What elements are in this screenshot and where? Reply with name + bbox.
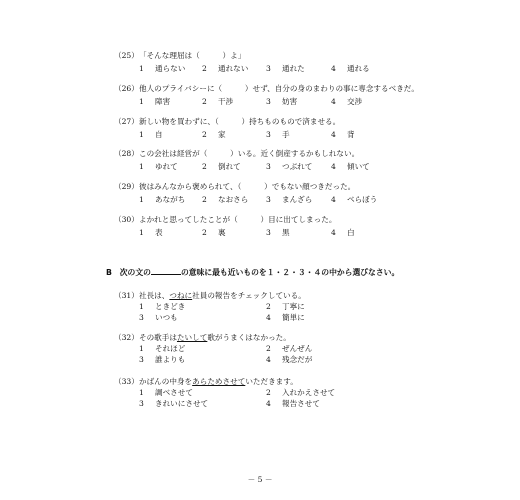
option-3: 3 手 xyxy=(266,130,290,139)
question-26 xyxy=(0,85,520,111)
option-4: 4 報告させて xyxy=(266,399,320,408)
question-number: （33） xyxy=(114,377,139,386)
option-1: 1 自 xyxy=(139,130,163,139)
question-number: （25） xyxy=(114,51,139,60)
option-3: 3 まんざら xyxy=(266,195,313,204)
option-1: 1 ゆれて xyxy=(139,162,178,171)
option-1: 1 あながち xyxy=(139,195,186,204)
option-2: 2 入れかえさせて xyxy=(266,388,336,397)
question-25 xyxy=(0,52,520,78)
section-b-suffix: の意味に最も近いものを１・２・３・４の中から選びなさい。 xyxy=(180,268,400,277)
option-2: 2 裏 xyxy=(202,228,226,237)
question-text: 新しい物を買わずに、（ ）持ちものもので済ませる。 xyxy=(139,117,341,126)
section-b-instruction xyxy=(106,267,399,277)
option-2: 2 倒れて xyxy=(202,162,241,171)
question-32 xyxy=(0,333,520,364)
page-number: － 5 － xyxy=(247,475,273,484)
underlined-word: つねに xyxy=(169,291,193,300)
question-28 xyxy=(0,150,520,176)
option-4: 4 べらぼう xyxy=(331,195,378,204)
option-1: 1 それほど xyxy=(139,344,186,353)
question-text: 「そんな理屈は（ ）よ」 xyxy=(139,51,246,60)
option-3: 3 いつも xyxy=(139,313,178,322)
option-4: 4 交渉 xyxy=(331,97,363,106)
option-4: 4 白 xyxy=(331,228,355,237)
option-4: 4 傾いて xyxy=(331,162,370,171)
question-number: （31） xyxy=(114,291,139,300)
option-3: 3 通れた xyxy=(266,64,305,73)
question-text: その歌手はたいして歌がうまくはなかった。 xyxy=(139,333,291,342)
question-text: よかれと思ってしたことが（ ）目に出てしまった。 xyxy=(139,215,337,224)
option-3: 3 きれいにさせて xyxy=(139,399,209,408)
question-number: （29） xyxy=(114,182,139,191)
option-3: 3 誰よりも xyxy=(139,355,186,364)
question-number: （27） xyxy=(114,117,139,126)
question-31 xyxy=(0,291,520,322)
option-4: 4 通れる xyxy=(331,64,370,73)
option-2: 2 家 xyxy=(202,130,226,139)
option-2: 2 ぜんぜん xyxy=(266,344,313,353)
underlined-word: たいして xyxy=(176,333,208,342)
option-1: 1 調べさせて xyxy=(139,388,193,397)
question-number: （26） xyxy=(114,84,139,93)
option-2: 2 通れない xyxy=(202,64,249,73)
question-text: この会社は経営が（ ）いる。近く倒産するかもしれない。 xyxy=(139,149,360,158)
question-number: （28） xyxy=(114,149,139,158)
question-30 xyxy=(0,216,520,242)
option-4: 4 残念だが xyxy=(266,355,313,364)
option-1: 1 障害 xyxy=(139,97,171,106)
question-text: 彼はみんなから褒められて、（ ）でもない顔つきだった。 xyxy=(139,182,356,191)
option-2: 2 丁寧に xyxy=(266,302,305,311)
option-2: 2 干渉 xyxy=(202,97,234,106)
question-29 xyxy=(0,183,520,209)
option-1: 1 ときどき xyxy=(139,302,186,311)
option-1: 1 通らない xyxy=(139,64,186,73)
question-number: （30） xyxy=(114,215,139,224)
question-text: かばんの中身をあらためさせていただきます。 xyxy=(139,377,298,386)
option-4: 4 背 xyxy=(331,130,355,139)
question-number: （32） xyxy=(114,333,139,342)
option-3: 3 黒 xyxy=(266,228,290,237)
question-33 xyxy=(0,377,520,408)
question-text: 他人のプライバシーに（ ）せず、自分の身のまわりの事に専念するべきだ。 xyxy=(139,84,419,93)
option-3: 3 妨害 xyxy=(266,97,298,106)
underline-blank xyxy=(151,267,181,275)
option-1: 1 表 xyxy=(139,228,163,237)
underlined-word: あらためさせて xyxy=(192,377,246,386)
option-4: 4 簡単に xyxy=(266,313,305,322)
question-text: 社長は、つねに社員の報告をチェックしている。 xyxy=(139,291,306,300)
option-2: 2 なおさら xyxy=(202,195,249,204)
section-b-prefix: B 次の文の xyxy=(106,268,151,277)
question-27 xyxy=(0,118,520,144)
option-3: 3 つぶれて xyxy=(266,162,313,171)
